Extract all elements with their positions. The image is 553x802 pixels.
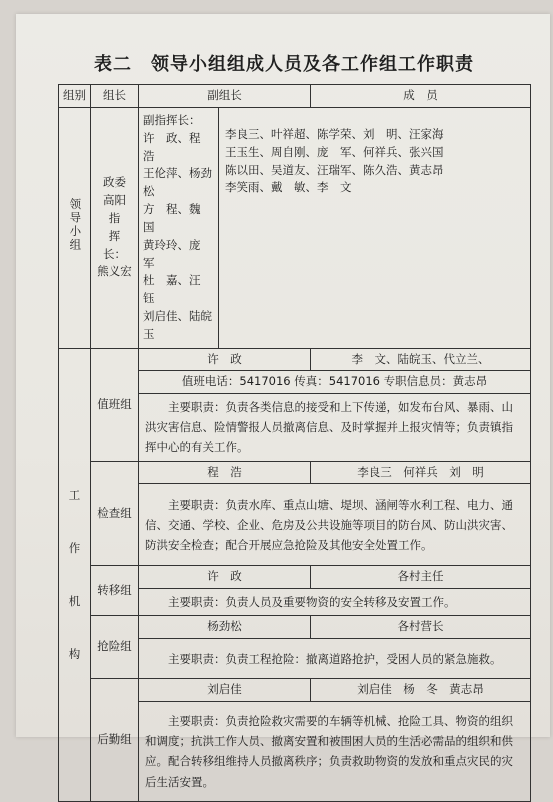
header-deputy: 副组长 [139,85,311,108]
leader-line: 政委 [103,175,126,190]
inspect-leader-row [59,461,531,484]
member-line: 陈以田、吴道友、汪瑞军、陈久浩、黄志昂 [225,162,444,177]
logistics-group-name: 后勤组 [91,679,139,802]
inspect-group-name: 检查组 [91,461,139,566]
leader-line: 高阳 [103,193,126,208]
transfer-members: 各村主任 [311,566,531,589]
leader-line: 挥 [108,228,121,243]
leadership-leader-cell [91,108,139,349]
leadership-row [59,108,531,349]
leadership-deputy-cell [139,108,219,349]
transfer-description: 主要职责：负责人员及重要物资的安全转移及安置工作。 [139,589,531,616]
leader-line: 熊义宏 [97,264,132,279]
inspect-description: 主要职责：负责水库、重点山塘、堤坝、涵闸等水利工程、电力、通信、交通、学校、企业、危房及公共设施等项目的防台风、防山洪灾害、防洪安全检查；配合开展应急抢险及其他安全处置工作。 [139,484,531,566]
deputy-line: 王伦萍、杨劲松 [143,166,212,199]
duty-members: 李 文、陆皖玉、代立兰、 [311,348,531,371]
deputy-line: 许 政、程 浩 [143,130,212,163]
transfer-leader-row [59,566,531,589]
duty-phone: 值班电话：5417016 传真：5417016 专职信息员：黄志昂 [139,371,531,394]
table-title: 表二 领导小组组成人员及各工作组工作职责 [94,54,474,75]
work-label-char: 机 [68,593,81,608]
deputy-line: 方 程、魏 国 [143,202,212,234]
rescue-leader: 杨劲松 [139,616,311,639]
work-label-char: 作 [68,540,81,555]
leader-line: 长： [103,246,126,261]
header-row [59,85,531,108]
header-leader: 组长 [91,85,139,108]
duty-description: 主要职责：负责各类信息的接受和上下传递，如发布台风、暴雨、山洪灾害信息、险情警报人员撤离信息、及时掌握并上报灾情等；负责镇指挥中心的有关工作。 [139,394,531,461]
logistics-description: 主要职责：负责抢险救灾需要的车辆等机械、抢险工具、物资的组织和调度；抗洪工作人员、撤离安置和被围困人员的生活必需品的组织和供应。配合转移组维持人员撤离秩序；负责救助物资的发放和重点灾民的灾后生活安置。 [139,701,531,801]
header-group: 组别 [59,85,91,108]
leadership-group-label [59,108,91,349]
leader-line: 指 [108,210,121,225]
header-members: 成 员 [311,85,531,108]
logistics-members: 刘启佳 杨 冬 黄志昂 [311,679,531,702]
rescue-leader-row [59,616,531,639]
rescue-group-name: 抢险组 [91,616,139,679]
deputy-line: 刘启佳、陆皖玉 [143,308,212,341]
rescue-description: 主要职责：负责工程抢险：撤离道路抢护，受困人员的紧急施救。 [139,639,531,679]
duty-leader: 许 政 [139,348,311,371]
rescue-members: 各村营长 [311,616,531,639]
member-line: 王玉生、周自刚、庞 军、何祥兵、张兴国 [225,144,444,159]
transfer-leader: 许 政 [139,566,311,589]
leadership-members-cell [219,108,531,349]
deputy-line: 副指挥长： [143,113,201,127]
inspect-leader: 程 浩 [139,461,311,484]
member-line: 李笑雨、戴 敏、李 文 [225,180,352,195]
work-org-label [59,348,91,801]
inspect-members: 李良三 何祥兵 刘 明 [311,461,531,484]
work-group-table [58,84,531,802]
logistics-leader-row [59,679,531,702]
transfer-group-name: 转移组 [91,566,139,616]
member-line: 李良三、叶祥超、陈学荣、刘 明、汪家海 [225,127,444,141]
logistics-leader: 刘启佳 [139,679,311,702]
deputy-line: 黄玲玲、庞 军 [143,237,212,270]
work-label-char: 构 [68,646,81,661]
leadership-group-name: 领导小组 [68,197,83,252]
deputy-line: 杜 嘉、汪 钰 [143,273,212,306]
duty-leader-row [59,348,531,371]
work-label-char: 工 [68,487,81,502]
duty-group-name: 值班组 [91,348,139,461]
